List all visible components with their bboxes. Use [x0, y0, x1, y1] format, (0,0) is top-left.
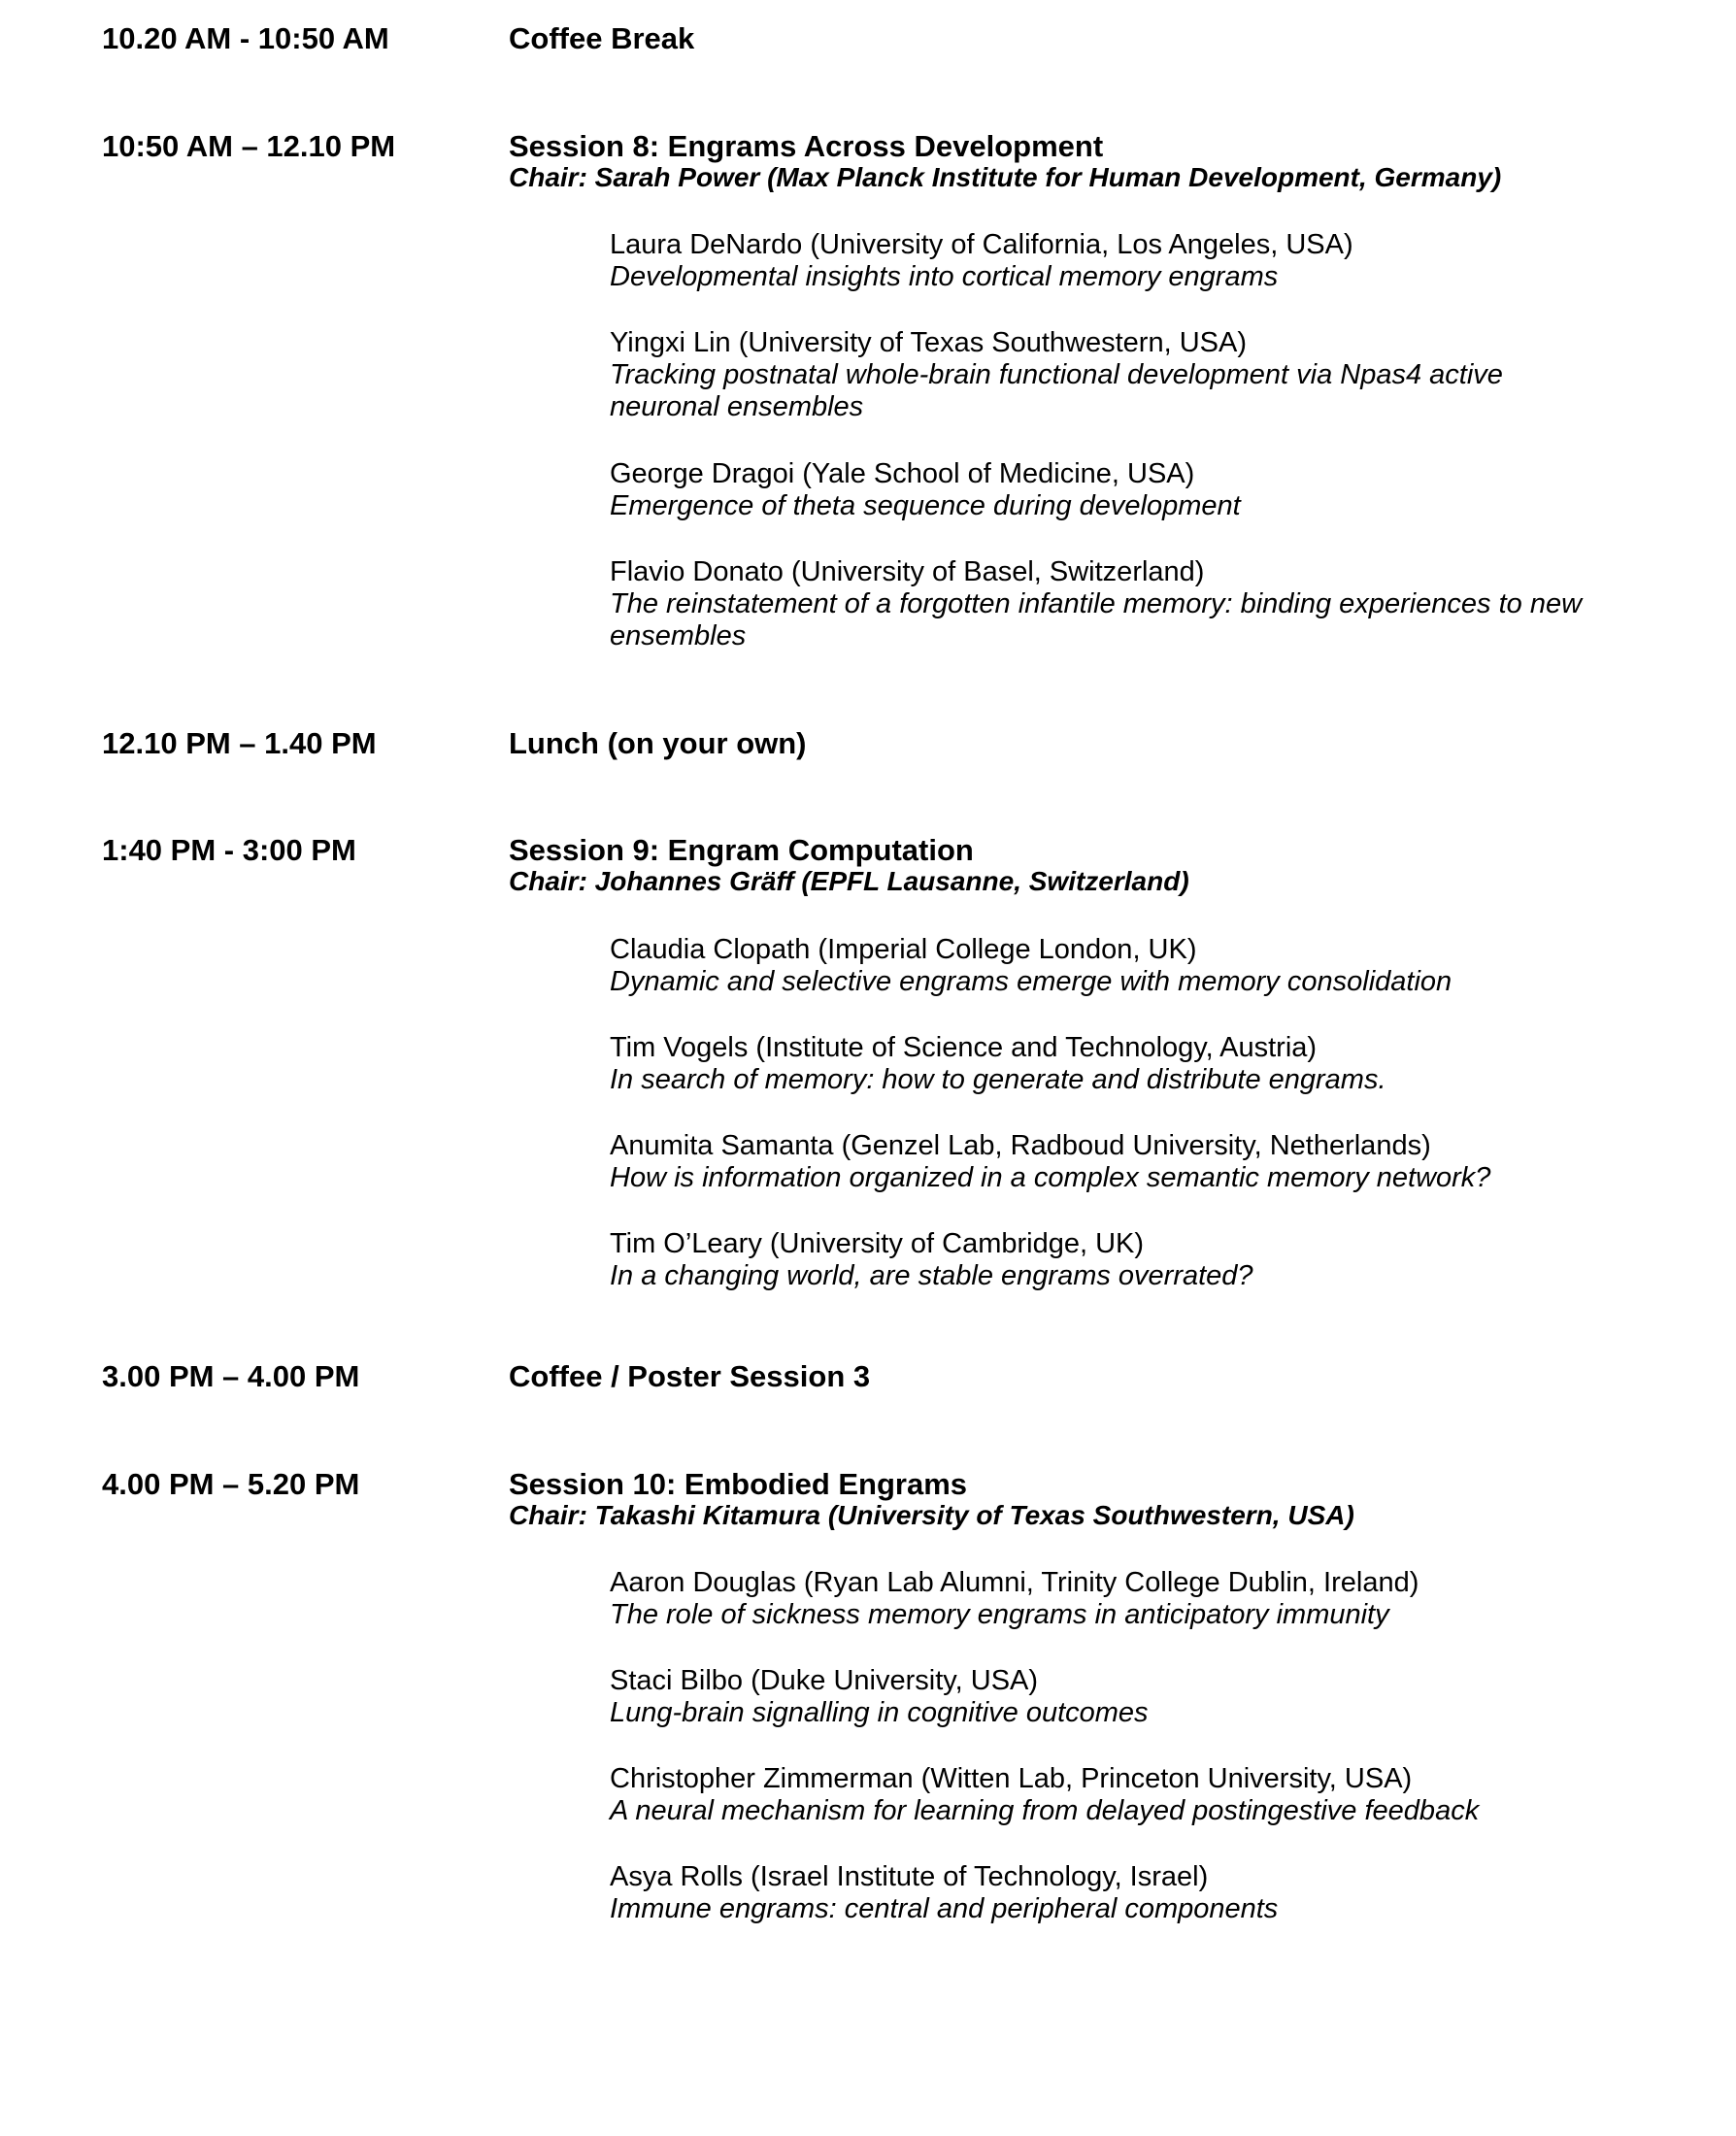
- talk-title: Lung-brain signalling in cognitive outcomes: [610, 1697, 1149, 1728]
- talk-title: How is information organized in a complex semantic memory network?: [610, 1162, 1491, 1193]
- talk-speaker: Tim Vogels (Institute of Science and Technology, Austria): [610, 1032, 1318, 1063]
- talk-title: Immune engrams: central and peripheral components: [610, 1893, 1279, 1924]
- talk-item: [610, 555, 1610, 652]
- talk-title: In search of memory: how to generate and distribute engrams.: [610, 1064, 1386, 1095]
- entry-time: 3.00 PM – 4.00 PM: [102, 1359, 360, 1393]
- session-chair: Chair: Johannes Gräff (EPFL Lausanne, Switzerland): [509, 866, 1189, 896]
- entry-title: Coffee / Poster Session 3: [509, 1359, 871, 1393]
- entry-title: Coffee Break: [509, 21, 695, 55]
- session-title: Session 10: Embodied Engrams: [509, 1467, 968, 1501]
- entry-time: 10.20 AM - 10:50 AM: [102, 21, 389, 55]
- talk-item: [610, 1227, 1610, 1292]
- talk-item: [610, 1566, 1610, 1631]
- talk-item: [610, 1129, 1610, 1194]
- talk-speaker: Laura DeNardo (University of California, Los Angeles, USA): [610, 229, 1353, 260]
- talk-speaker: Tim O’Leary (University of Cambridge, UK): [610, 1228, 1145, 1259]
- talk-title: Emergence of theta sequence during development: [610, 490, 1241, 521]
- entry-title: Lunch (on your own): [509, 726, 807, 760]
- talk-speaker: Christopher Zimmerman (Witten Lab, Princeton University, USA): [610, 1763, 1413, 1794]
- talk-speaker: Flavio Donato (University of Basel, Switzerland): [610, 556, 1205, 587]
- talk-speaker: Asya Rolls (Israel Institute of Technology, Israel): [610, 1861, 1209, 1892]
- talk-item: [610, 933, 1610, 998]
- talk-title: Developmental insights into cortical memory engrams: [610, 261, 1279, 292]
- entry-time: 12.10 PM – 1.40 PM: [102, 726, 377, 760]
- talk-speaker: Yingxi Lin (University of Texas Southwestern, USA): [610, 327, 1247, 358]
- talk-speaker: Claudia Clopath (Imperial College London, UK): [610, 934, 1197, 965]
- talk-title: The reinstatement of a forgotten infantile memory: binding experiences to new ensembles: [610, 588, 1583, 651]
- talk-speaker: Aaron Douglas (Ryan Lab Alumni, Trinity College Dublin, Ireland): [610, 1567, 1419, 1598]
- session-title: Session 8: Engrams Across Development: [509, 129, 1104, 163]
- session-chair: Chair: Takashi Kitamura (University of Texas Southwestern, USA): [509, 1500, 1354, 1530]
- talk-speaker: George Dragoi (Yale School of Medicine, USA): [610, 458, 1195, 489]
- talk-speaker: Anumita Samanta (Genzel Lab, Radboud University, Netherlands): [610, 1130, 1431, 1161]
- talk-title: The role of sickness memory engrams in anticipatory immunity: [610, 1599, 1389, 1630]
- entry-time: 10:50 AM – 12.10 PM: [102, 129, 396, 163]
- entry-time: 1:40 PM - 3:00 PM: [102, 833, 356, 867]
- entry-time: 4.00 PM – 5.20 PM: [102, 1467, 360, 1501]
- talk-item: [610, 1031, 1610, 1096]
- talk-item: [610, 228, 1610, 293]
- talk-title: Dynamic and selective engrams emerge with memory consolidation: [610, 966, 1452, 997]
- talk-title: Tracking postnatal whole-brain functional development via Npas4 active neuronal ensembles: [610, 359, 1503, 422]
- session-chair: Chair: Sarah Power (Max Planck Institute for Human Development, Germany): [509, 162, 1502, 192]
- talk-title: In a changing world, are stable engrams overrated?: [610, 1260, 1253, 1291]
- talk-title: A neural mechanism for learning from delayed postingestive feedback: [610, 1795, 1480, 1826]
- talk-speaker: Staci Bilbo (Duke University, USA): [610, 1665, 1039, 1696]
- talk-item: [610, 1762, 1610, 1827]
- talk-item: [610, 1664, 1610, 1729]
- session-title: Session 9: Engram Computation: [509, 833, 974, 867]
- talk-item: [610, 326, 1610, 423]
- talk-item: [610, 457, 1610, 522]
- talk-item: [610, 1860, 1610, 1925]
